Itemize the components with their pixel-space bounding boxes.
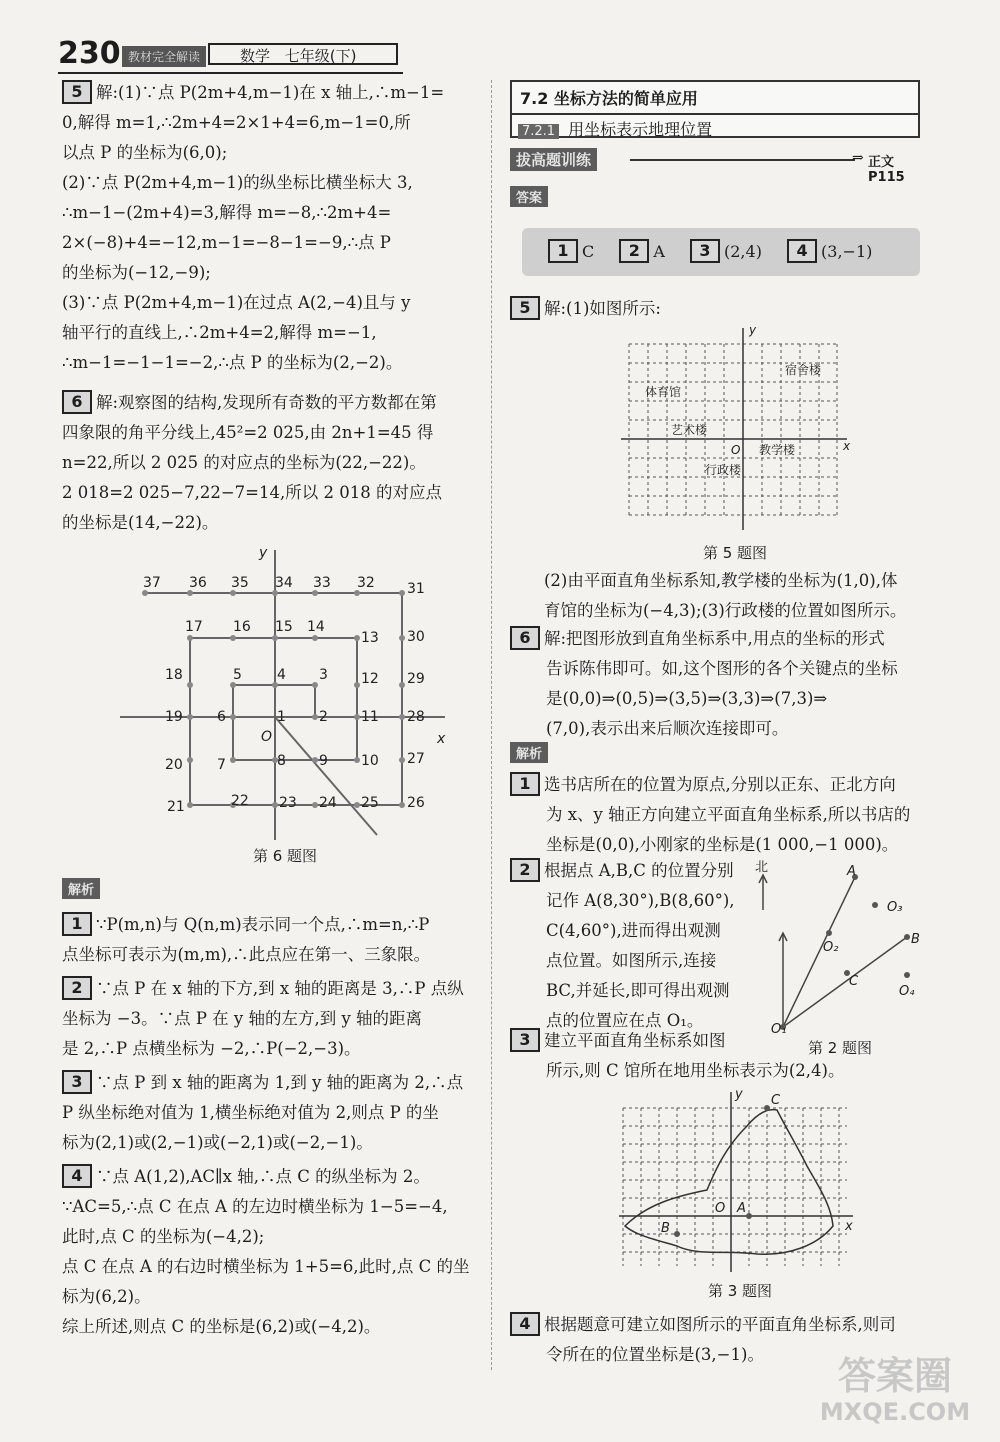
- answer-number: 1: [548, 239, 578, 263]
- spiral-label: 29: [407, 671, 425, 687]
- subsection-title: 用坐标表示地理位置: [568, 120, 713, 139]
- spiral-label: 2: [319, 709, 328, 725]
- spiral-label: 12: [361, 671, 379, 687]
- answer-number: 3: [690, 239, 720, 263]
- text-line: 点的位置应在点 O₁。: [546, 1011, 704, 1030]
- text-line: ∴m−1−(2m+4)=3,解得 m=−8,∴2m+4=: [62, 203, 392, 222]
- analysis-number-2: 2: [510, 858, 540, 882]
- text-line: 四象限的角平分线上,45²=2 025,由 2n+1=45 得: [62, 423, 434, 442]
- text-line: 0,解得 m=1,∴2m+4=2×1+4=6,m−1=0,所: [62, 113, 411, 132]
- right-q6: [510, 624, 930, 744]
- spiral-label: 36: [189, 575, 207, 591]
- text-line: 记作 A(8,30°),B(8,60°),: [546, 891, 735, 910]
- text-line: 育馆的坐标为(−4,3);(3)行政楼的位置如图所示。: [544, 601, 907, 620]
- text-line: 标为(2,1)或(2,−1)或(−2,1)或(−2,−1)。: [62, 1133, 373, 1152]
- text-line: ∵P(m,n)与 Q(n,m)表示同一个点,∴m=n,∴P: [96, 915, 430, 934]
- book-tag: 教材完全解读: [122, 46, 206, 67]
- spiral-label: 9: [319, 753, 328, 769]
- text-line: 以点 P 的坐标为(6,0);: [62, 143, 228, 162]
- spiral-label: 28: [407, 709, 425, 725]
- text-line: 解:把图形放到直角坐标系中,用点的坐标的形式: [544, 629, 885, 648]
- text-line: BC,并延长,即可得出观测: [546, 981, 730, 1000]
- y-axis-label: y: [735, 1087, 743, 1102]
- region-outline: [625, 1110, 833, 1255]
- figure-3-map: [617, 1086, 857, 1276]
- text-line: 所示,则 C 馆所在地用坐标表示为(2,4)。: [546, 1061, 845, 1080]
- answer-bar: [522, 228, 920, 276]
- figure-2-caption: 第 2 题图: [807, 1039, 873, 1057]
- arrow-head-icon: ⇒: [852, 150, 864, 166]
- analysis-number-2: 2: [62, 976, 92, 1000]
- text-line: 的坐标为(−12,−9);: [62, 263, 211, 282]
- spiral-label: 34: [275, 575, 293, 591]
- spiral-label: 19: [165, 709, 183, 725]
- analysis-number-4: 4: [510, 1312, 540, 1336]
- place-label: 行政楼: [705, 463, 742, 477]
- watermark-line-1: 答案圈: [837, 1354, 952, 1398]
- spiral-label: 21: [167, 799, 185, 815]
- analysis-number-4: 4: [62, 1164, 92, 1188]
- point-label: A: [737, 1201, 746, 1216]
- training-bar: [510, 148, 920, 185]
- text-line: 综上所述,则点 C 的坐标是(6,2)或(−4,2)。: [62, 1317, 381, 1336]
- spiral-label: 15: [275, 619, 293, 635]
- column-divider: [491, 80, 493, 1370]
- right-q5-after: [544, 566, 924, 626]
- spiral-label: 25: [361, 795, 379, 811]
- place-label: 体育馆: [645, 385, 682, 399]
- left-analysis: [62, 910, 487, 1342]
- spiral-label: 14: [307, 619, 325, 635]
- spiral-label: 23: [279, 795, 297, 811]
- spiral-label: 11: [361, 709, 379, 725]
- page-header: [58, 36, 408, 76]
- right-analysis-tag: [510, 742, 548, 763]
- left-analysis-tag: [62, 878, 100, 899]
- spiral-label: 5: [233, 667, 242, 683]
- spiral-label: 7: [217, 757, 226, 773]
- figure-5-grid: [615, 324, 855, 540]
- right-q5: [510, 294, 920, 324]
- answer-tag-text: 答案: [510, 186, 548, 207]
- spiral-label: 24: [319, 795, 337, 811]
- analysis-tag-text: 解析: [62, 878, 100, 899]
- text-line: 选书店所在的位置为原点,分别以正东、正北方向: [544, 775, 896, 794]
- text-line: 点坐标可表示为(m,m),∴此点应在第一、三象限。: [62, 945, 431, 964]
- place-label: 教学楼: [759, 443, 796, 457]
- answer-value: A: [653, 242, 665, 261]
- answer-value: C: [582, 242, 595, 261]
- spiral-label: 22: [231, 793, 249, 809]
- text-line: 2 018=2 025−7,22−7=14,所以 2 018 的对应点: [62, 483, 442, 502]
- page-reference: 正文 P115: [868, 155, 905, 185]
- spiral-label: 6: [217, 709, 226, 725]
- text-line: 解:观察图的结构,发现所有奇数的平方数都在第: [96, 393, 437, 412]
- watermark: [800, 1354, 990, 1426]
- spiral-path: [145, 593, 402, 805]
- section-title: 7.2 坐标方法的简单应用: [512, 82, 918, 115]
- text-line: (2)由平面直角坐标系知,教学楼的坐标为(1,0),体: [544, 571, 898, 590]
- text-line: 告诉陈伟即可。如,这个图形的各个关键点的坐标: [546, 659, 898, 678]
- text-line: 建立平面直角坐标系如图: [544, 1031, 726, 1050]
- x-axis-label: x: [437, 731, 446, 747]
- subsection-number: 7.2.1: [518, 124, 559, 139]
- spiral-label: 30: [407, 629, 425, 645]
- spiral-label: 33: [313, 575, 331, 591]
- analysis-number-3: 3: [510, 1028, 540, 1052]
- text-line: 解:(1)∵点 P(2m+4,m−1)在 x 轴上,∴m−1=: [96, 83, 445, 102]
- analysis-number-1: 1: [62, 912, 92, 936]
- point-label: O₁: [771, 1022, 787, 1035]
- diagonal-line: [275, 717, 377, 835]
- text-line: 2×(−8)+4=−12,m−1=−8−1=−9,∴点 P: [62, 233, 391, 252]
- text-line: (3)∵点 P(2m+4,m−1)在过点 A(2,−4)且与 y: [62, 293, 411, 312]
- text-line: (2)∵点 P(2m+4,m−1)的纵坐标比横坐标大 3,: [62, 173, 413, 192]
- spiral-label: 31: [407, 581, 425, 597]
- text-line: 的坐标是(14,−22)。: [62, 513, 219, 532]
- text-line: n=22,所以 2 025 的对应点的坐标为(22,−22)。: [62, 453, 426, 472]
- y-axis-label: y: [749, 324, 757, 337]
- training-tag: 拔高题训练: [510, 148, 597, 171]
- answer-tag: [510, 186, 548, 207]
- spiral-label: 20: [165, 757, 183, 773]
- figure-5-caption: 第 5 题图: [702, 544, 768, 562]
- subject-box: [208, 43, 398, 65]
- arrow-line: [630, 159, 855, 161]
- text-line: 点 C 在点 A 的右边时横坐标为 1+5=6,此时,点 C 的坐: [62, 1257, 470, 1276]
- y-axis-label: y: [259, 545, 268, 561]
- answer-value: (3,−1): [821, 242, 873, 261]
- question-number-6: 6: [62, 390, 92, 414]
- question-number-5: 5: [62, 80, 92, 104]
- spiral-label: 4: [277, 667, 286, 683]
- text-line: (7,0),表示出来后顺次连接即可。: [546, 719, 789, 738]
- spiral-label: 18: [165, 667, 183, 683]
- text-line: 解:(1)如图所示:: [544, 299, 661, 318]
- analysis-number-3: 3: [62, 1070, 92, 1094]
- text-line: 标为(6,2)。: [62, 1287, 151, 1306]
- right-a2: [510, 856, 760, 1036]
- text-line: 是(0,0)⇒(0,5)⇒(3,5)⇒(3,3)⇒(7,3)⇒: [546, 689, 828, 708]
- analysis-number-1: 1: [510, 772, 540, 796]
- point-label: C: [849, 974, 859, 989]
- north-label: 北: [755, 860, 769, 875]
- figure-3-caption: 第 3 题图: [707, 1282, 773, 1300]
- grade: 七年级(下): [284, 47, 357, 65]
- text-line: ∵AC=5,∴点 C 在点 A 的左边时横坐标为 1−5=−4,: [62, 1197, 448, 1216]
- text-line: C(4,60°),进而得出观测: [546, 921, 721, 940]
- text-line: 轴平行的直线上,∴2m+4=2,解得 m=−1,: [62, 323, 377, 342]
- x-axis-label: x: [845, 1219, 853, 1234]
- answer-number: 4: [787, 239, 817, 263]
- spiral-label: 3: [319, 667, 328, 683]
- question-number-5: 5: [510, 296, 540, 320]
- spiral-label: 1: [277, 709, 286, 725]
- spiral-label: 26: [407, 795, 425, 811]
- text-line: ∵点 P 到 x 轴的距离为 1,到 y 轴的距离为 2,∴点: [96, 1073, 464, 1092]
- figure-6-caption: 第 6 题图: [252, 847, 318, 865]
- line-to-B: [783, 937, 907, 1027]
- point-label: O₄: [899, 984, 915, 999]
- text-line: 坐标为 −3。∵点 P 在 y 轴的左方,到 y 轴的距离: [62, 1009, 423, 1028]
- right-a3: [510, 1026, 930, 1086]
- answer-number: 2: [619, 239, 649, 263]
- subject: 数学: [240, 47, 271, 65]
- point-label: B: [661, 1221, 670, 1236]
- place-label: 艺术楼: [671, 423, 708, 437]
- page-number: 230: [58, 36, 121, 71]
- line-to-A: [783, 877, 855, 1027]
- spiral-label: 10: [361, 753, 379, 769]
- point-label: C: [771, 1093, 781, 1108]
- right-a1: [510, 770, 930, 860]
- spiral-label: 32: [357, 575, 375, 591]
- text-line: ∴m−1=−1−1=−2,∴点 P 的坐标为(2,−2)。: [62, 353, 403, 372]
- point-label: O₂: [823, 940, 839, 955]
- place-label: 宿舍楼: [785, 363, 822, 377]
- point-label: O₃: [887, 900, 903, 915]
- spiral-label: 13: [361, 630, 379, 646]
- text-line: ∵点 P 在 x 轴的下方,到 x 轴的距离是 3,∴P 点纵: [96, 979, 464, 998]
- figure-6-spiral: [115, 545, 455, 845]
- origin-label: O: [731, 443, 741, 457]
- spiral-label: 37: [143, 575, 161, 591]
- text-line: 根据题意可建立如图所示的平面直角坐标系,则司: [544, 1315, 896, 1334]
- text-line: 是 2,∴P 点横坐标为 −2,∴P(−2,−3)。: [62, 1039, 361, 1058]
- x-axis-label: x: [843, 439, 851, 453]
- origin-label: O: [261, 729, 273, 745]
- text-line: 此时,点 C 的坐标为(−4,2);: [62, 1227, 265, 1246]
- spiral-label: 8: [277, 753, 286, 769]
- answer-value: (2,4): [724, 242, 762, 261]
- header-rule: [58, 72, 403, 74]
- figure-2-diagram: [755, 855, 925, 1035]
- spiral-label: 16: [233, 619, 251, 635]
- text-line: ∵点 A(1,2),AC∥x 轴,∴点 C 的纵坐标为 2。: [96, 1167, 430, 1186]
- spiral-label: 17: [185, 619, 203, 635]
- origin-label: O: [715, 1201, 726, 1216]
- text-line: P 纵坐标绝对值为 1,横坐标绝对值为 2,则点 P 的坐: [62, 1103, 439, 1122]
- question-number-6: 6: [510, 626, 540, 650]
- watermark-line-2: MXQE.COM: [819, 1398, 971, 1426]
- spiral-label: 27: [407, 751, 425, 767]
- text-line: 点位置。如图所示,连接: [546, 951, 717, 970]
- text-line: 令所在的位置坐标是(3,−1)。: [546, 1345, 764, 1364]
- section-header: [510, 80, 920, 138]
- spiral-label: 35: [231, 575, 249, 591]
- left-q6: [62, 388, 487, 538]
- text-line: 坐标是(0,0),小刚家的坐标是(1 000,−1 000)。: [546, 835, 899, 854]
- point-label: B: [911, 932, 920, 947]
- point-label: A: [847, 864, 856, 879]
- analysis-tag-text: 解析: [510, 742, 548, 763]
- text-line: 为 x、y 轴正方向建立平面直角坐标系,所以书店的: [546, 805, 911, 824]
- text-line: 根据点 A,B,C 的位置分别: [544, 861, 734, 880]
- left-q5: [62, 78, 487, 378]
